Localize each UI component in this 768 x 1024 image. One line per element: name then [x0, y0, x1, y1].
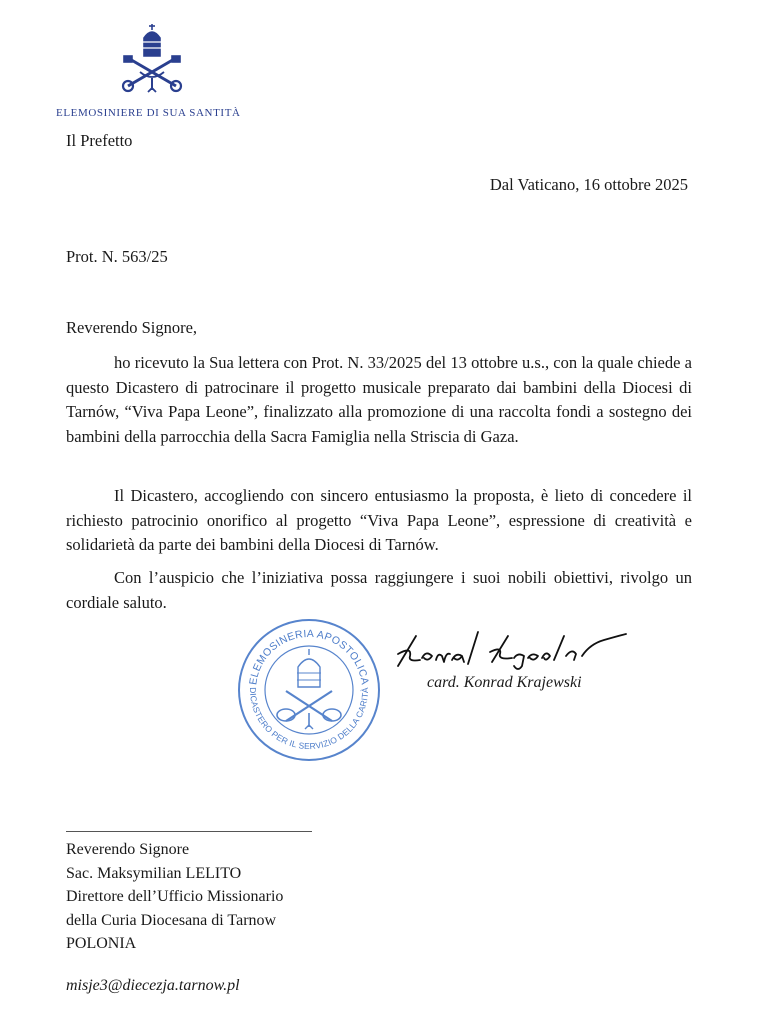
protocol-number: Prot. N. 563/25 [66, 247, 168, 266]
date-line: Dal Vaticano, 16 ottobre 2025 [489, 175, 688, 194]
separator-line [66, 831, 312, 832]
signatory-name: card. Konrad Krajewski [427, 674, 582, 691]
official-seal-stamp [236, 617, 382, 763]
seal-top-text: ELEMOSINERIA APOSTOLICA [247, 627, 371, 686]
office-heading: ELEMOSINIERE DI SUA SANTITÀ [56, 107, 241, 119]
body-paragraph-3: Con l’auspicio che l’iniziativa possa raggiungere i suoi nobili obiettivi, rivolgo un cordiale saluto. [66, 568, 692, 612]
prefect-title: Il Prefetto [66, 131, 133, 150]
svg-text:ELEMOSINERIA APOSTOLICA [247, 628, 371, 686]
salutation: Reverendo Signore, [66, 318, 198, 337]
seal-bottom-text: DICASTERO PER IL SERVIZIO DELLA CARITÀ [247, 687, 371, 752]
recipient-line: della Curia Diocesana di Tarnow [66, 911, 277, 929]
recipient-address [66, 838, 283, 956]
body-paragraph-1: ho ricevuto la Sua lettera con Prot. N. 33/2025 del 13 ottobre u.s., con la quale chiede a questo Dicastero di patrocinare il progetto musicale preparato dai bambini della Diocesi di Tarnów, “Viva Papa Leone”, finalizzato alla promozione di una raccolta fondi a sostegno dei bambini della parrocchia della Sacra Famiglia nella Striscia di Gaza. [66, 353, 692, 446]
recipient-line: Reverendo Signore [66, 841, 190, 858]
body-paragraph-2: Il Dicastero, accogliendo con sincero entusiasmo la proposta, è lieto di concedere il richiesto patrocinio onorifico al progetto “Viva Papa Leone”, espressione di creatività e solidarietà da parte dei bambini della Diocesi di Tarnów. [66, 486, 692, 554]
papal-crest-icon [120, 22, 184, 96]
recipient-line: Sac. Maksymilian LELITO [66, 864, 242, 882]
recipient-line: POLONIA [66, 935, 137, 952]
handwritten-signature [390, 626, 630, 674]
recipient-email: misje3@diecezja.tarnow.pl [66, 977, 240, 994]
recipient-line: Direttore dell’Ufficio Missionario [66, 888, 284, 905]
